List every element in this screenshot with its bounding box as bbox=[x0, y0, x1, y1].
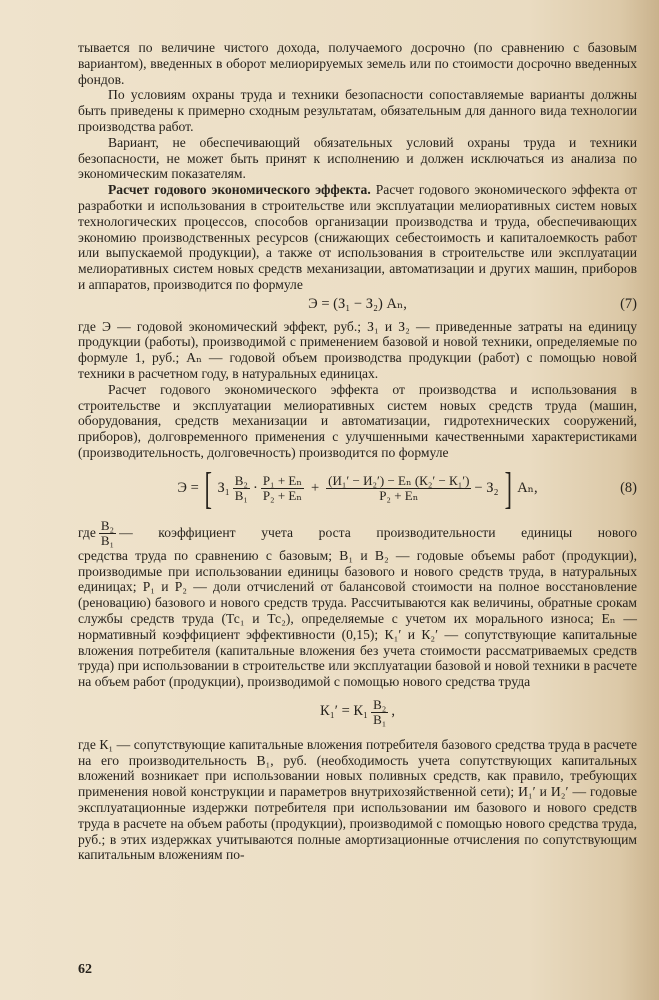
paragraph: Вариант, не обеспечивающий обязательных условий охраны труда и техники безопасности, не может быть принят к исполнению и должен исключаться из анализа по экономическим показателям. bbox=[78, 134, 637, 182]
fraction-b2-b1 bbox=[233, 474, 250, 503]
fraction-p bbox=[261, 474, 304, 503]
formula-number: (7) bbox=[620, 295, 637, 312]
section-heading: Расчет годового экономического эффекта. bbox=[108, 182, 371, 198]
fraction-b2-b1 bbox=[99, 519, 116, 548]
numerator: В₂ bbox=[100, 517, 115, 533]
paragraph: средства труда по сравнению с базовым; В₁ и В₂ — годовые объемы работ (продукции), производимые при использовании единицы базового и нового средств труда, в натуральных единицах; Р₁ и Р₂ — доли отчислений от балансовой стоимости на полное восстановление (реновацию) базового и нового средств труда. Рассчитываются как величины, обратные срокам службы средств труда (Тс₁ и Тс₂), определяемые с учетом их морального износа; Еₙ — нормативный коэффициент эффективности (0,15); К₁′ и К₂′ — сопутствующие капитальные вложения потребителя (капитальные вложения без учета стоимости рассматриваемых средств труда) при использовании в строительстве или эксплуатации базовой и новой техники в расчете на объем работ (продукции), производимой с помощью нового средства труда bbox=[78, 547, 637, 690]
formula-8-tail: Аₙ, bbox=[517, 479, 538, 496]
paragraph: Расчет годового экономического эффекта от производства и использования в строительстве и эксплуатации мелиоративных систем новых средств труда (машин, оборудования, средств механизации и автоматизации, гидротехнических сооружений, приборов), долговременного применения с улучшенными качественными характеристиками (производительность, долговечность) производится по формуле bbox=[78, 381, 637, 460]
formula-7-body: Э = (З₁ − З₂) Аₙ, bbox=[308, 295, 407, 312]
formula-k-tail: , bbox=[391, 703, 395, 720]
denominator: Р₂ + Еₙ bbox=[379, 488, 419, 504]
denominator: В₁ bbox=[234, 488, 248, 504]
gde-rest: — коэффициент учета роста производительности единицы нового bbox=[119, 525, 637, 541]
paragraph-text: Расчет годового экономического эффекта от разработки и использования в строительстве или эксплуатации мелиоративных систем новых технологических процессов, способов организации производства и труда, обеспечивающих экономию производственных ресурсов (снижающих себестоимость и капиталоемкость работ или выпускаемой продукции), а также от использования в строительстве или эксплуатации мелиоративных систем новых средств механизации, автоматизации и других машин, приборов и аппаратов, производится по формуле bbox=[78, 182, 638, 292]
formula-number: (8) bbox=[620, 479, 637, 496]
denominator: Р₂ + Еₙ bbox=[262, 488, 302, 504]
page-body bbox=[78, 40, 637, 863]
dot-operator: · bbox=[252, 479, 258, 496]
paragraph: тывается по величине чистого дохода, получаемого досрочно (по сравнению с базовым вариантом), введенных в оборот мелиорируемых земель или по стоимости досрочно введенных фондов. bbox=[78, 40, 637, 87]
plus-operator: + bbox=[310, 479, 320, 496]
paragraph: По условиям охраны труда и техники безопасности сопоставляемые варианты должны быть приведены к примерно сходным результатам, обязательным для данного вида технологии производства работ. bbox=[78, 87, 637, 134]
formula-7 bbox=[78, 297, 637, 313]
formula-8 bbox=[78, 463, 637, 513]
formula-k bbox=[78, 698, 637, 727]
numerator: Р₁ + Еₙ bbox=[262, 473, 302, 489]
gde-lead: где bbox=[78, 525, 96, 541]
minus-term: − З₂ bbox=[474, 479, 499, 496]
numerator: В₂ bbox=[234, 473, 248, 489]
fraction-b2-b1 bbox=[371, 698, 388, 727]
formula-8-lead: Э = bbox=[177, 479, 199, 496]
paragraph-with-heading bbox=[78, 182, 637, 293]
denominator: В₁ bbox=[100, 532, 115, 548]
denominator: В₁ bbox=[373, 711, 387, 727]
fraction-costs bbox=[326, 474, 471, 503]
right-bracket: ] bbox=[504, 463, 512, 513]
numerator: В₂ bbox=[373, 696, 387, 712]
formula-8-z1: З₁ bbox=[217, 479, 230, 496]
paragraph: где Э — годовой экономический эффект, руб.; З₁ и З₂ — приведенные затраты на единицу продукции (работы), производимой с применением базовой и новой техники, определяемые по формуле 1, руб.; Аₙ — годовой объем производства продукции (работ) с помощью новой техники в расчетном году, в натуральных единицах. bbox=[78, 318, 637, 381]
paragraph: где К₁ — сопутствующие капитальные вложения потребителя базового средства труда в расчете на его производительность В₁, руб. (необходимость учета сопутствующих капитальных вложений возникает при использовании новых поливных средств, как правило, требующих применения новой конструкции и параметров внутрихозяйственной сети); И₁′ и И₂′ — годовые эксплуатационные издержки потребителя при использовании им базового и нового средств труда в расчете на объем работы (продукции), производимой с помощью нового средства труда, руб.; в этих издержках учитываются полные амортизационные отчисления по сопутствующим капитальным вложениям по- bbox=[78, 736, 637, 863]
numerator: (И₁′ − И₂′) − Еₙ (К₂′ − К₁′) bbox=[328, 473, 470, 489]
formula-k-lead: К₁′ = К₁ bbox=[320, 703, 369, 720]
definition-line bbox=[78, 519, 637, 548]
left-bracket: [ bbox=[204, 463, 212, 513]
page-number: 62 bbox=[78, 962, 92, 977]
